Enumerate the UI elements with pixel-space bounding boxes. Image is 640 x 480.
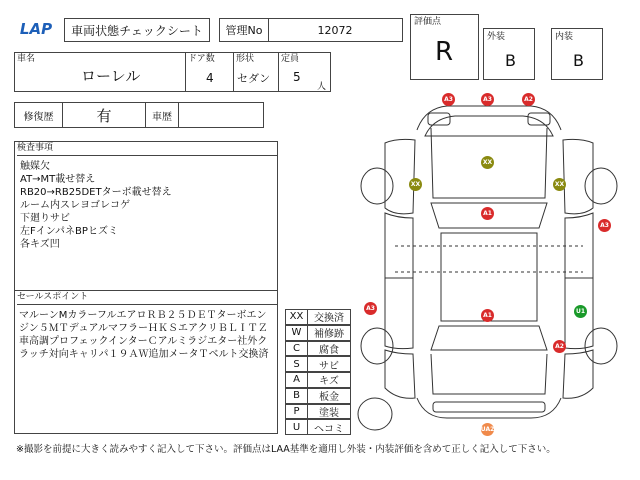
- damage-mark: XX: [409, 178, 422, 191]
- tire-rear-left: [361, 328, 393, 364]
- legend-row: [285, 419, 351, 435]
- front-fender-right: [563, 139, 593, 213]
- damage-mark: A2: [553, 340, 566, 353]
- legend-row: [285, 356, 351, 372]
- legend-desc: キズ: [308, 372, 351, 388]
- legend-row: [285, 341, 351, 357]
- damage-mark: XX: [481, 156, 494, 169]
- damage-mark: A3: [481, 93, 494, 106]
- legend-code: B: [285, 388, 308, 404]
- repair-history-row: [14, 102, 264, 128]
- legend-code: S: [285, 356, 308, 372]
- front-outline: [417, 106, 561, 130]
- sheet-title: 車両状態チェックシート: [64, 18, 210, 42]
- sales-points-text: マルーンMカラーフルエアロＲＢ２５ＤＥＴターボエンジン５ＭＴデュアルマフラーＨＫＳエアクリＢＬＩＴＺ車高調プロフェックインターＣアルミラジエター社外クラッチ対向キャリパ１９ＡＷ追加メータＴベルト交換済: [19, 310, 269, 360]
- car-name-label: 車名: [17, 54, 36, 64]
- damage-mark: A3: [364, 302, 377, 315]
- inspection-title: 検査事項: [17, 143, 54, 153]
- damage-mark: A3: [442, 93, 455, 106]
- legend-code: A: [285, 372, 308, 388]
- rating-panel: [410, 14, 588, 80]
- score-value: R: [435, 37, 454, 67]
- rear-bumper: [433, 402, 545, 412]
- legend-row: [285, 325, 351, 341]
- shape-label: 形状: [236, 54, 255, 64]
- repair-history-value: 有: [96, 106, 112, 125]
- frame-value: [179, 103, 263, 127]
- inspection-line: ルーム内スレヨゴレコゲ: [20, 200, 130, 211]
- doors-right: [565, 213, 593, 349]
- legend-row: [285, 388, 351, 404]
- inspection-lines: [20, 160, 172, 251]
- management-number-label: 管理No: [220, 19, 269, 41]
- legend-desc: 補修跡: [308, 325, 351, 341]
- capacity-label: 定員: [281, 54, 300, 64]
- damage-mark: A1: [481, 207, 494, 220]
- legend-desc: 交換済: [308, 309, 351, 325]
- inspection-line: 各キズ凹: [20, 239, 60, 250]
- management-number-value: 12072: [317, 23, 353, 37]
- doors-label: ドア数: [188, 54, 215, 64]
- trunk: [431, 354, 547, 394]
- sales-points-box: [14, 290, 278, 434]
- doors-cell: [185, 52, 234, 92]
- capacity-value: 5: [293, 70, 301, 84]
- legend-code: P: [285, 404, 308, 420]
- inspection-line: RB20→RB25DETターボ載せ替え: [20, 187, 172, 198]
- damage-legend: [285, 309, 351, 435]
- score-cell: [410, 14, 479, 80]
- damage-mark: A2: [522, 93, 535, 106]
- inspection-line: AT→MT載せ替え: [20, 174, 96, 185]
- legend-code: XX: [285, 309, 308, 325]
- score-label: 評価点: [414, 17, 442, 27]
- doors-left: [385, 213, 413, 349]
- car-diagram: [355, 88, 623, 438]
- svg-text:LAP: LAP: [19, 20, 53, 38]
- tire-rear-right: [585, 328, 617, 364]
- frame-label: 車歴: [145, 103, 179, 127]
- legend-row: [285, 309, 351, 325]
- car-name-cell: [14, 52, 186, 92]
- lap-logo-graphic: [14, 17, 58, 41]
- tire-front-right: [585, 168, 617, 204]
- inspection-line: 下廻りサビ: [20, 213, 70, 224]
- interior-label: 内装: [555, 32, 574, 42]
- doors-value: 4: [206, 71, 214, 85]
- front-bumper: [425, 116, 553, 136]
- legend-desc: 腐食: [308, 341, 351, 357]
- car-name-value: ローレル: [81, 67, 141, 85]
- legend-row: [285, 372, 351, 388]
- legend-row: [285, 404, 351, 420]
- footer-note: ※撮影を前提に大きく読みやすく記入して下さい。評価点はLAA基準を適用し外装・内装評価を含めて正しく記入して下さい。: [16, 444, 556, 455]
- headlight-right: [528, 113, 550, 125]
- shape-cell: [233, 52, 279, 92]
- legend-desc: 塗装: [308, 404, 351, 420]
- inspection-line: 触媒欠: [20, 161, 50, 172]
- spare-tire: [358, 398, 392, 430]
- legend-desc: 板金: [308, 388, 351, 404]
- interior-cell: [551, 28, 603, 80]
- exterior-label: 外装: [487, 32, 506, 42]
- damage-mark: U1: [574, 305, 587, 318]
- damage-mark: UA2: [481, 423, 494, 436]
- legend-code: C: [285, 341, 308, 357]
- interior-value: B: [573, 51, 584, 70]
- legend-desc: サビ: [308, 356, 351, 372]
- damage-mark: A1: [481, 309, 494, 322]
- front-fender-left: [385, 139, 415, 213]
- lap-logo: [14, 17, 58, 41]
- management-number-box: [219, 18, 403, 42]
- rear-outline: [417, 398, 561, 418]
- legend-code: W: [285, 325, 308, 341]
- vehicle-info: [14, 52, 331, 92]
- headlight-left: [428, 113, 450, 125]
- shape-value: セダン: [237, 72, 271, 85]
- exterior-cell: [483, 28, 535, 80]
- capacity-unit: 人: [317, 82, 327, 92]
- legend-desc: ヘコミ: [308, 419, 351, 435]
- legend-code: U: [285, 419, 308, 435]
- inspection-box: [14, 141, 278, 291]
- damage-mark: A3: [598, 219, 611, 232]
- sales-points-title: セールスポイント: [17, 292, 89, 302]
- capacity-cell: [278, 52, 331, 92]
- rear-window: [431, 326, 547, 350]
- damage-mark: XX: [553, 178, 566, 191]
- exterior-value: B: [505, 51, 516, 70]
- repair-history-label: 修復歴: [15, 103, 63, 127]
- tire-front-left: [361, 168, 393, 204]
- inspection-line: 左FインパネBPヒズミ: [20, 226, 118, 237]
